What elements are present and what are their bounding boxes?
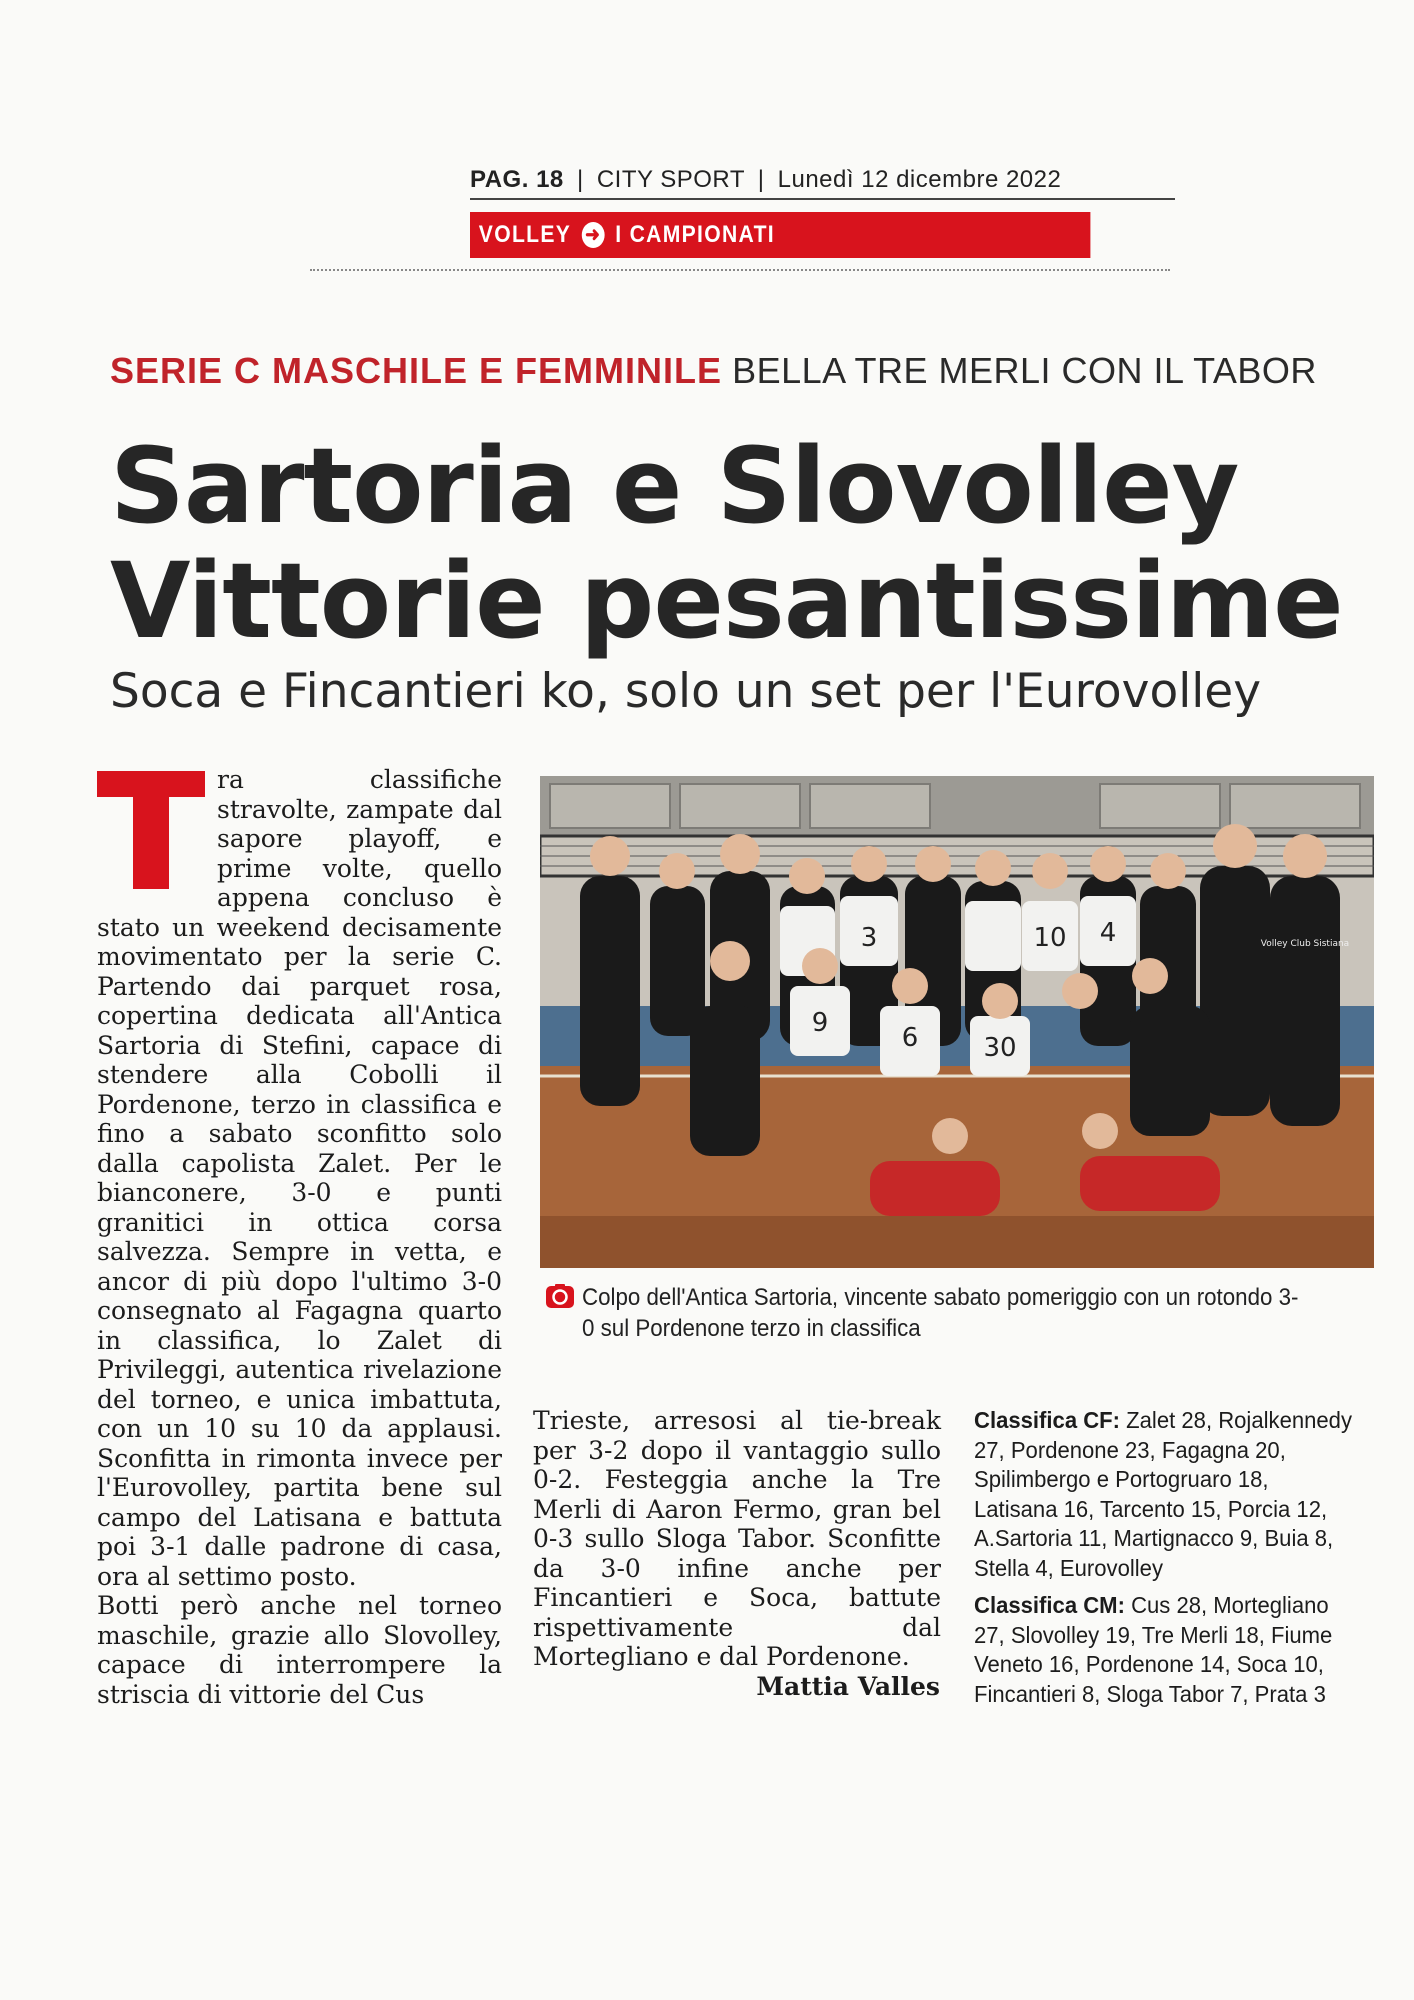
page-header — [470, 166, 1170, 194]
subheadline: Soca e Fincantieri ko, solo un set per l'Eurovolley — [110, 664, 1262, 719]
section-bar — [470, 212, 1090, 258]
standings-box — [974, 1406, 1358, 1717]
header-rule — [470, 198, 1175, 200]
headline-line-1: Sartoria e Slovolley — [110, 425, 1239, 547]
body-paragraph: Trieste, arresosi al tie-break per 3-2 dopo il vantaggio sullo 0-2. Festeggia anche la Tre Merli di Aaron Fermo, gran bel 0-3 sullo Sloga Tabor. Sconfitte da 3-0 infine anche per Fincantieri e Soca, battute rispettivamente dal Mortegliano e dal Pordenone. — [533, 1406, 941, 1671]
article-column-2 — [533, 1406, 941, 1672]
section-name: CITY SPORT — [596, 166, 745, 193]
team-photo-illustration — [540, 776, 1374, 1268]
standings-women-text: Zalet 28, Rojalkennedy 27, Pordenone 23, Fagagna 20, Spilimbergo e Portogruaro 18, Latisana 16, Tarcento 15, Porcia 12, A.Sartoria 11, Martignacco 9, Buia 8, Stella 4, Eurovolley — [974, 1407, 1353, 1581]
page-number: PAG. 18 — [470, 166, 564, 193]
standings-women-label: Classifica CF: — [974, 1407, 1121, 1433]
headline-line-2: Vittorie pesantissime — [110, 540, 1343, 662]
section-bar-left: VOLLEY — [478, 221, 572, 248]
section-bar-right: I CAMPIONATI — [615, 221, 775, 248]
team-photo — [540, 776, 1374, 1268]
kicker-category: SERIE C MASCHILE E FEMMINILE — [110, 350, 723, 391]
camera-icon — [546, 1284, 574, 1308]
shirt-number: 9 — [811, 1008, 829, 1038]
header-separator: | — [576, 166, 584, 193]
article-column-1 — [97, 765, 502, 1709]
standings-men-text: Cus 28, Mortegliano 27, Slovolley 19, Tre Merli 18, Fiume Veneto 16, Pordenone 14, Soca 10, Fincantieri 8, Sloga Tabor 7, Prata 3 — [974, 1592, 1333, 1707]
kicker-text: BELLA TRE MERLI CON IL TABOR — [732, 350, 1317, 391]
shirt-logo-text: Volley Club Sistiana — [1260, 939, 1350, 949]
body-paragraph: ra classifiche stravolte, zampate dal sapore playoff, e prime volte, quello appena concluso è stato un weekend decisamente movimentato per la serie C. Partendo dai parquet rosa, copertina dedicata all'Antica Sartoria di Stefini, capace di stendere alla Cobolli il Pordenone, terzo in classifica e fino a sabato sconfitto solo dalla capolista Zalet. Per le bianconere, 3-0 e punti granitici in ottica corsa salvezza. Sempre in vetta, e ancor di più dopo l'ultimo 3-0 consegnato al Fagagna quarto in classifica, lo Zalet di Privileggi, autentica rivelazione del torneo, e unica imbattuta, con un 10 su 10 da applausi. Sconfitta in rimonta invece per l'Eurovolley, partita bene sul campo del Latisana e battuta poi 3-1 dalle padrone di casa, ora al settimo posto. — [97, 765, 502, 1591]
drop-cap — [97, 771, 205, 889]
arrow-right-circle-icon: ➜ — [582, 222, 605, 248]
standings-women — [974, 1406, 1358, 1583]
byline: Mattia Valles — [756, 1672, 940, 1701]
shirt-number: 3 — [860, 923, 878, 953]
body-paragraph: Botti però anche nel torneo maschile, grazie allo Slovolley, capace di interrompere la striscia di vittorie del Cus — [97, 1591, 502, 1709]
standings-men-label: Classifica CM: — [974, 1592, 1125, 1618]
shirt-number: 10 — [1033, 923, 1067, 953]
header-separator: | — [757, 166, 765, 193]
shirt-number: 30 — [983, 1033, 1017, 1063]
issue-date: Lunedì 12 dicembre 2022 — [777, 166, 1062, 193]
shirt-number: 4 — [1099, 918, 1117, 948]
kicker — [110, 350, 1390, 392]
standings-men — [974, 1591, 1358, 1709]
photo-caption: Colpo dell'Antica Sartoria, vincente sabato pomeriggio con un rotondo 3-0 sul Pordenone terzo in classifica — [582, 1284, 1299, 1342]
shirt-number: 6 — [901, 1023, 919, 1053]
divider — [310, 269, 1170, 271]
